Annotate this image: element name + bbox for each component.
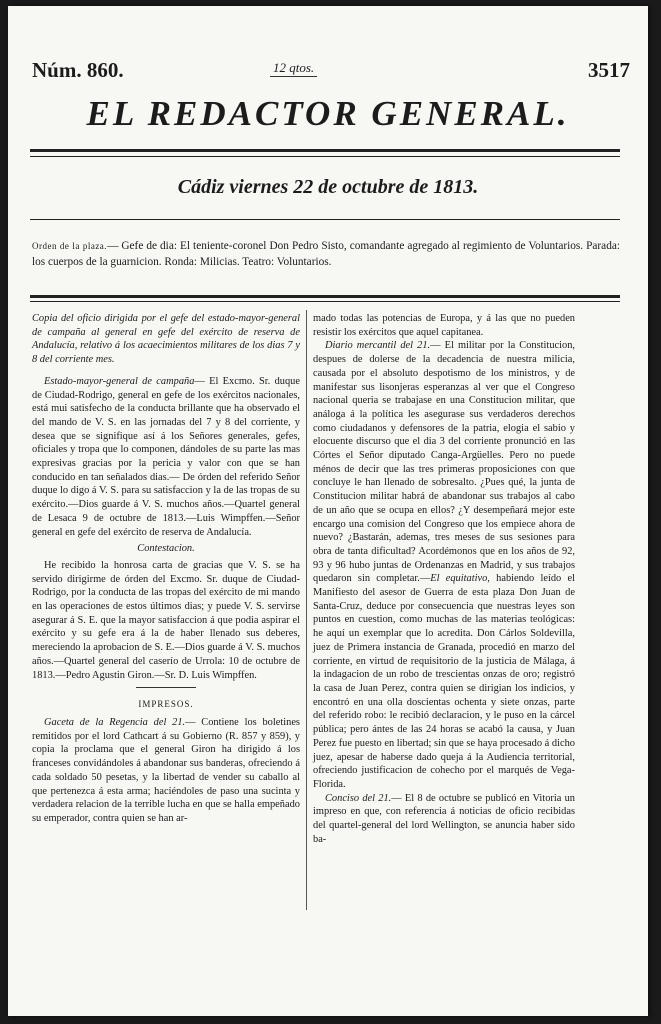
section-rule-thin bbox=[30, 301, 620, 302]
gaceta-lead: Gaceta de la Regencia del 21. bbox=[44, 716, 186, 728]
gaceta-body: — Contiene los boletines remitidos por el lord Cathcart á su Gobierno (R. 857 y 859), y copia la proclama que el general Giron ha dirigido á los franceses convidándoles á abandonar sus banderas, ofreciendo á cada soldado 50 pesetas, y la libertad de vender su caballo al que pertenezca á esta arma; haciéndoles de paso una sucinta y verdadera relacion de la terrible lucha en que se halla empeñado su emperador, contra quien se han ar- bbox=[32, 716, 300, 824]
equitativo-lead: El equitativo bbox=[430, 573, 488, 585]
impresos-heading: IMPRESOS. bbox=[138, 699, 194, 710]
diario-body: — El militar por la Constitucion, despues de dolerse de la decadencia de nuestra milicia, causada por el absoluto despotismo de los ministros, y de manifestar sus lisonjeras esperanzas al ver que el Congreso nacional queria se trabajase en una Constitucion militar, que análoga á la política les asegurase sus verdaderos derechos como ciudadanos y defensores de la patria, elogia el sabio y elocuente discurso que el dia 3 del corriente pronunció en las Córtes el Señor diputado Canga-Argüelles. Pero no puede ménos de decir que las tres primeras proposiciones con que concluye le han llenado de sobresalto. ¿Pues qué, la junta de Constitucion militar habrá de abandonar sus trabajos al cabo de un año que se ocupa en ellos? ¿Y desempeñará mejor este encargo una comision del Congreso que los empiece ahora de nuevo? ¿Bastarán, ademas, tres meses de sus sesiones para obra de tanta dificultad? Acordémonos que en los años de 92, 93 y 96 hubo juntas de Ordenanzas en Madrid, y sus trabajos quedaron sin completar.— bbox=[313, 340, 575, 585]
masthead-rule-thin bbox=[30, 156, 620, 157]
handwritten-note: 12 qtos. bbox=[270, 60, 317, 77]
equitativo-body: , habiendo leído el Manifiesto del asesor de Guerra de esta plaza Don Juan de Santa-Cruz, deduce por consecuencia que nuestras leyes son puntos en cuestion, como muchas de las materias teológicas: he aquí un exemplar que lo acredita. Don Cárlos Soldevilla, juez de Primera instancia de Granada, procedió en marzo del corriente, en virtud de requisitorio de la justicia de Málaga, á la indagacion de un robo de trescientas onzas de oro; registró la casa de Juan Perez, contra quien se dirigian los indicios, y encontró en una olla doscientas ochenta y siete onzas, parte del referido robo: le recibió declaracion, y le puso en la cárcel pública; pero ántes de las 24 horas se acabó la causa, y Juan Perez fue puesto en libertad; sin que se haya procesado á dicho juez, apesar de haberse dado queja á la Audiencia territorial, ofreciendo justificacion de cohecho por el marqués de Vega-Florida. bbox=[313, 573, 575, 790]
continuation-paragraph: mado todas las potencias de Europa, y á las que no pueden resistir los exércitos que aquel capitanea. bbox=[313, 313, 575, 338]
diario-paragraph bbox=[313, 339, 575, 791]
issue-number: Núm. 860. bbox=[32, 58, 124, 82]
masthead-title: EL REDACTOR GENERAL. bbox=[86, 94, 570, 133]
masthead-rule-thick bbox=[30, 149, 620, 152]
oficio-lead: Estado-mayor-general de campaña bbox=[44, 375, 195, 387]
conciso-paragraph bbox=[313, 792, 575, 847]
oficio-intro: Copia del oficio dirigida por el gefe del estado-mayor-general de campaña al general en gefe del exército de reserva de Andalucía, relativo á los acaecimientos militares de los dias 7 y 8 del corriente mes. bbox=[32, 313, 300, 366]
dateline-rule bbox=[30, 219, 620, 220]
contestacion-heading: Contestacion. bbox=[137, 543, 195, 555]
conciso-body: — El 8 de octubre se publicó en Vitoria un impreso en que, con referencia á noticias de oficio recibidas del quartel-general del lord Wellington, se anuncia haber sido ba- bbox=[313, 792, 575, 845]
left-column bbox=[32, 312, 300, 826]
orden-label: Orden de la plaza. bbox=[32, 241, 108, 251]
contestacion-paragraph: He recibido la honrosa carta de gracias que V. S. se ha servido dirigirme de órden del Excmo. Sr. duque de Ciudad-Rodrigo, por la conducta de las tropas del exército de mi mando en las operaciones de estos últimos dias; y puede V. S. servirse asegurar á S. E. que la mayor satisfaccion á que podia aspirar el exército y su gefe era á la de haber llenado sus deberes, mereciendo la aprobacion de S. E.—Dios guarde á V. S. muchos años.—Quartel general del caserío de Urrola: 10 de octubre de 1813.—Pedro Agustin Giron.—Sr. D. Luis Wimpffen. bbox=[32, 559, 300, 681]
diario-lead: Diario mercantil del 21. bbox=[325, 340, 431, 352]
oficio-body: — El Excmo. Sr. duque de Ciudad-Rodrigo, general en gefe de los exércitos nacionales, está mui satisfecho de la conducta brillante que ha observado el del mando de V. S. en las jornadas del 7 y 8 del corriente, y desea que se signifique así á los Señores generales, gefes, oficiales y tropa que lo componen, dándoles de su parte las mas expresivas gracias por la pericia y valor con que se han conducido en tan señalados dias.— De órden del referido Señor duque lo digo á V. S. para su satisfaccion y la de las tropas de su exército.—Dios guarde á V. S. muchos años.—Quartel general de Lesaca 9 de octubre de 1813.—Luis Wimpffen.—Señor general en gefe del exército de reserva de Andalucía. bbox=[32, 375, 300, 538]
conciso-lead: Conciso del 21. bbox=[325, 792, 392, 804]
orden-de-la-plaza bbox=[32, 239, 620, 270]
newspaper-page bbox=[8, 6, 648, 1016]
page-folio: 3517 bbox=[588, 58, 630, 82]
column-divider bbox=[306, 310, 307, 910]
gaceta-paragraph bbox=[32, 716, 300, 826]
right-column bbox=[313, 312, 575, 846]
section-separator bbox=[136, 687, 196, 688]
orden-text: — Gefe de dia: El teniente-coronel Don Pedro Sisto, comandante agregado al regimiento de Voluntarios. Parada: los cuerpos de la guarnicion. Ronda: Milicias. Teatro: Voluntarios. bbox=[32, 240, 620, 268]
oficio-paragraph bbox=[32, 375, 300, 539]
dateline: Cádiz viernes 22 de octubre de 1813. bbox=[177, 176, 479, 198]
header-topline bbox=[32, 58, 636, 82]
section-rule-thick bbox=[30, 295, 620, 298]
